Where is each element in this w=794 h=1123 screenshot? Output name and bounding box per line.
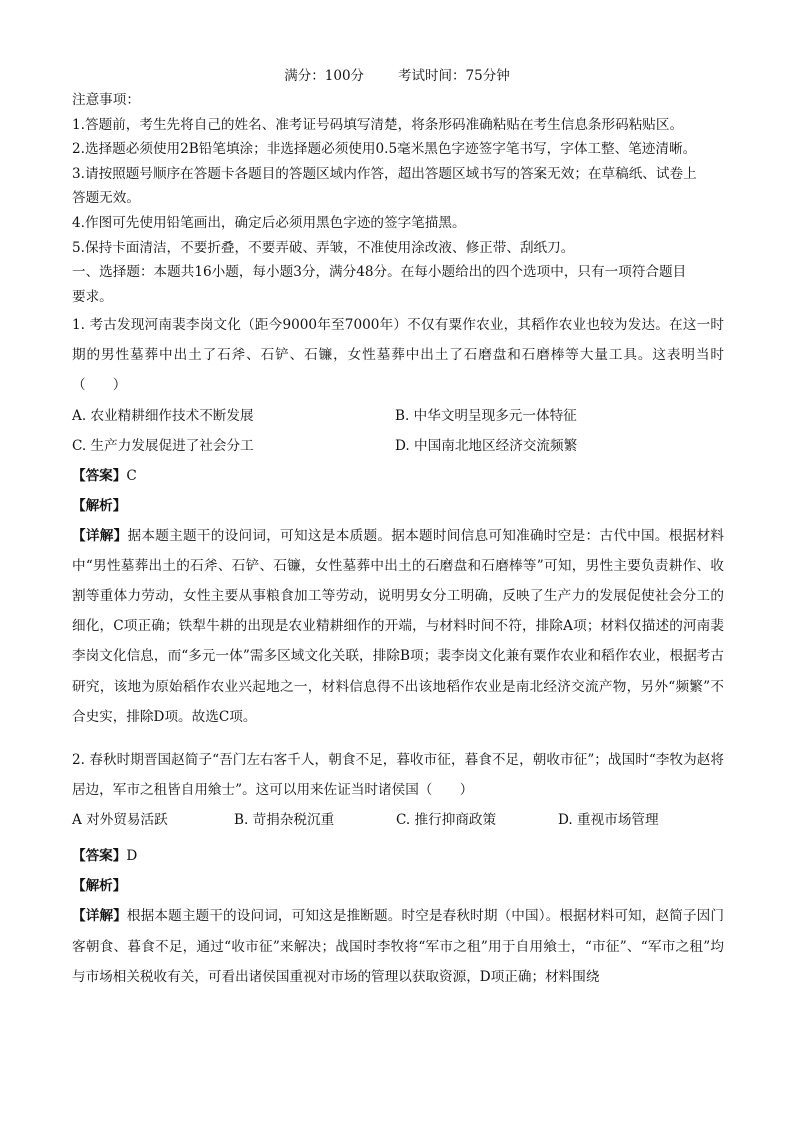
question-2 bbox=[72, 745, 724, 992]
note-item: 答题无效。 bbox=[72, 190, 140, 207]
option-c: C. 生产力发展促进了社会分工 bbox=[72, 437, 254, 454]
answer-value: D bbox=[126, 848, 138, 865]
answer-line bbox=[72, 461, 724, 491]
analysis-tag: 【解析】 bbox=[72, 497, 127, 514]
detail-body: 据本题主题干的设问词，可知这是本质题。据本题时间信息可知准确时空是：古代中国。根据材料中“男性墓葬出土的石斧、石铲、石镰，女性墓葬中出土的石磨盘和石磨棒等”可知，男性主要负责耕作、收割等重体力劳动，女性主要从事粮食加工等劳动，说明男女分工明确，反映了生产力的发展促使社会分工的细化，C项正确；铁犁牛耕的出现是农业精耕细作的开端，与材料时间不符，排除A项；材料仅描述的河南裴李岗文化信息，而“多元一体”需多区域文化关联，排除B项；裴李岗文化兼有粟作农业和稻作农业，根据考古研究，该地为原始稻作农业兴起地之一，材料信息得不出该地稻作农业是南北经济交流产物，另外“频繁”不合史实，排除D项。故选C项。 bbox=[72, 527, 724, 725]
analysis-text bbox=[72, 521, 724, 732]
option-c: C. 推行抑商政策 bbox=[396, 812, 497, 829]
options-row-2 bbox=[72, 431, 724, 461]
exam-header bbox=[0, 64, 794, 84]
answer-tag: 【答案】 bbox=[72, 848, 127, 865]
option-d: D. 重视市场管理 bbox=[558, 812, 659, 829]
detail-body: 根据本题主题干的设问词，可知这是推断题。时空是春秋时期（中国）。根据材料可知，赵简子因门客朝食、暮食不足，通过“收市征”来解决；战国时李牧将“军市之租”用于自用飨士，“市征”、“军市之租”均与市场相关税收有关，可看出诸侯国重视对市场的管理以获取资源，D项正确；材料围绕 bbox=[72, 908, 725, 985]
full-score: 满分：100分 bbox=[284, 68, 365, 84]
question-stem: 1. 考古发现河南裴李岗文化（距今9000年至7000年）不仅有粟作农业，其稻作农业也较为发达。在这一时期的男性墓葬中出土了石斧、石铲、石镰，女性墓葬中出土了石磨盘和石磨棒等大量工具。这表明当时（ ） bbox=[72, 317, 724, 394]
detail-tag: 【详解】 bbox=[72, 527, 128, 544]
analysis-text bbox=[72, 901, 724, 992]
question-stem: 2. 春秋时期晋国赵简子“吾门左右客千人，朝食不足，暮收市征，暮食不足，朝收市征”；战国时“李牧为赵将居边，军市之租皆自用飨士”。这可以用来佐证当时诸侯国（ ） bbox=[72, 752, 724, 799]
note-item: 3.请按照题号顺序在答题卡各题目的答题区域内作答，超出答题区域书写的答案无效；在草稿纸、试卷上 bbox=[72, 165, 697, 182]
detail-tag: 【详解】 bbox=[72, 908, 127, 925]
notes-title: 注意事项： bbox=[72, 92, 140, 108]
exam-time: 考试时间：75分钟 bbox=[398, 68, 510, 84]
option-d: D. 中国南北地区经济交流频繁 bbox=[395, 437, 578, 454]
note-item: 4.作图可先使用铅笔画出，确定后必须用黑色字迹的签字笔描黑。 bbox=[72, 214, 466, 231]
option-b: B. 中华文明呈现多元一体特征 bbox=[395, 407, 577, 424]
answer-tag: 【答案】 bbox=[72, 467, 127, 484]
section-heading-cont: 要求。 bbox=[72, 288, 113, 305]
note-item: 2.选择题必须使用2B铅笔填涂；非选择题必须使用0.5毫米黑色字迹签字笔书写，字体工整、笔迹清晰。 bbox=[72, 141, 697, 158]
option-a: A 对外贸易活跃 bbox=[72, 812, 168, 829]
section-heading: 一、选择题：本题共16小题，每小题3分，满分48分。在每小题给出的四个选项中，只有一项符合题目 bbox=[72, 264, 687, 281]
note-item: 1.答题前，考生先将自己的姓名、准考证号码填写清楚，将条形码准确粘贴在考生信息条形码粘贴区。 bbox=[72, 116, 684, 133]
answer-line bbox=[72, 841, 724, 871]
options-row-1 bbox=[72, 401, 724, 431]
option-a: A. 农业精耕细作技术不断发展 bbox=[72, 407, 254, 424]
notes-section bbox=[72, 88, 724, 309]
analysis-tag: 【解析】 bbox=[72, 878, 127, 895]
question-1 bbox=[72, 310, 724, 732]
answer-value: C bbox=[126, 467, 137, 484]
options-row bbox=[72, 805, 724, 835]
option-b: B. 苛捐杂税沉重 bbox=[234, 812, 335, 829]
note-item: 5.保持卡面清洁，不要折叠，不要弄破、弄皱，不准使用涂改液、修正带、刮纸刀。 bbox=[72, 239, 575, 256]
